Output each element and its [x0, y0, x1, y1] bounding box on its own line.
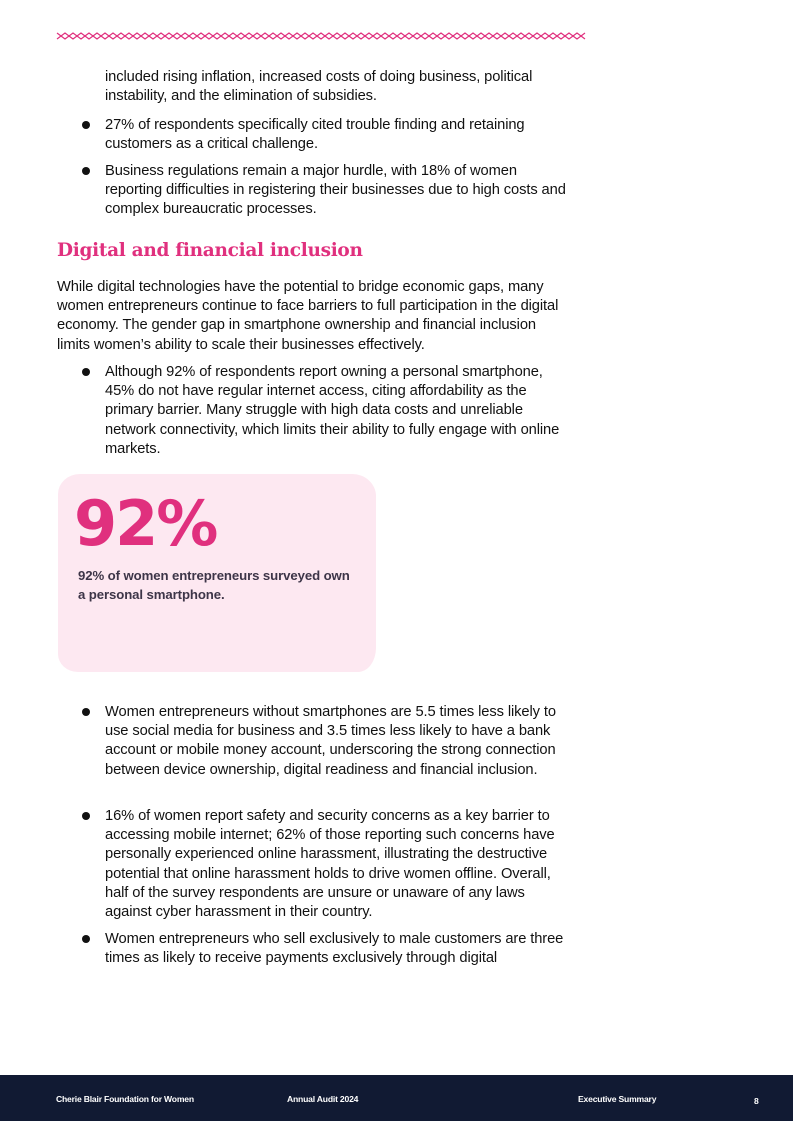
list-item: Although 92% of respondents report owning a personal smartphone, 45% do not have regular internet access, citing affordability as the primary barrier. Many struggle with high data costs and unreliable network connectivity, which limits their ability to fully engage with online markets. [105, 364, 560, 457]
bullet-dot [82, 121, 90, 129]
section-heading: Digital and financial inclusion [57, 240, 363, 261]
bullet-dot [82, 935, 90, 943]
footer-report-title: Annual Audit 2024 [287, 1094, 359, 1104]
list-item: Business regulations remain a major hurdle, with 18% of women reporting difficulties in registering their businesses due to high costs and complex bureaucratic processes. [105, 163, 566, 218]
bullet-dot [82, 812, 90, 820]
footer-organization: Cherie Blair Foundation for Women [56, 1094, 194, 1104]
bullet-dot [82, 708, 90, 716]
bullet-dot [82, 368, 90, 376]
continuation-paragraph: included rising inflation, increased costs of doing business, political instability, and the elimination of subsidies. [105, 69, 533, 105]
stat-caption: 92% of women entrepreneurs surveyed own a personal smartphone. [78, 568, 350, 602]
stat-number: 92% [74, 487, 217, 560]
zigzag-divider [56, 29, 590, 43]
list-item: 27% of respondents specifically cited trouble finding and retaining customers as a critical challenge. [105, 117, 525, 153]
footer-section: Executive Summary [578, 1094, 657, 1104]
intro-paragraph: While digital technologies have the potential to bridge economic gaps, many women entrepreneurs continue to face barriers to full participation in the digital economy. The gender gap in smartphone ownership and financial inclusion limits women’s ability to scale their businesses effectively. [57, 279, 559, 353]
bullet-dot [82, 167, 90, 175]
page-number: 8 [754, 1096, 759, 1106]
page-footer [0, 1075, 793, 1121]
list-item: 16% of women report safety and security concerns as a key barrier to accessing mobile internet; 62% of those reporting such concerns have personally experienced online harassment, illustrating the destructive potential that online harassment holds to drive women offline. Overall, half of the survey respondents are unsure or unaware of any laws against cyber harassment in their country. [105, 808, 555, 921]
list-item: Women entrepreneurs without smartphones are 5.5 times less likely to use social media for business and 3.5 times less likely to have a bank account or mobile money account, underscoring the strong connection between device ownership, digital readiness and financial inclusion. [105, 704, 556, 778]
list-item: Women entrepreneurs who sell exclusively to male customers are three times as likely to receive payments exclusively through digital [105, 931, 564, 967]
